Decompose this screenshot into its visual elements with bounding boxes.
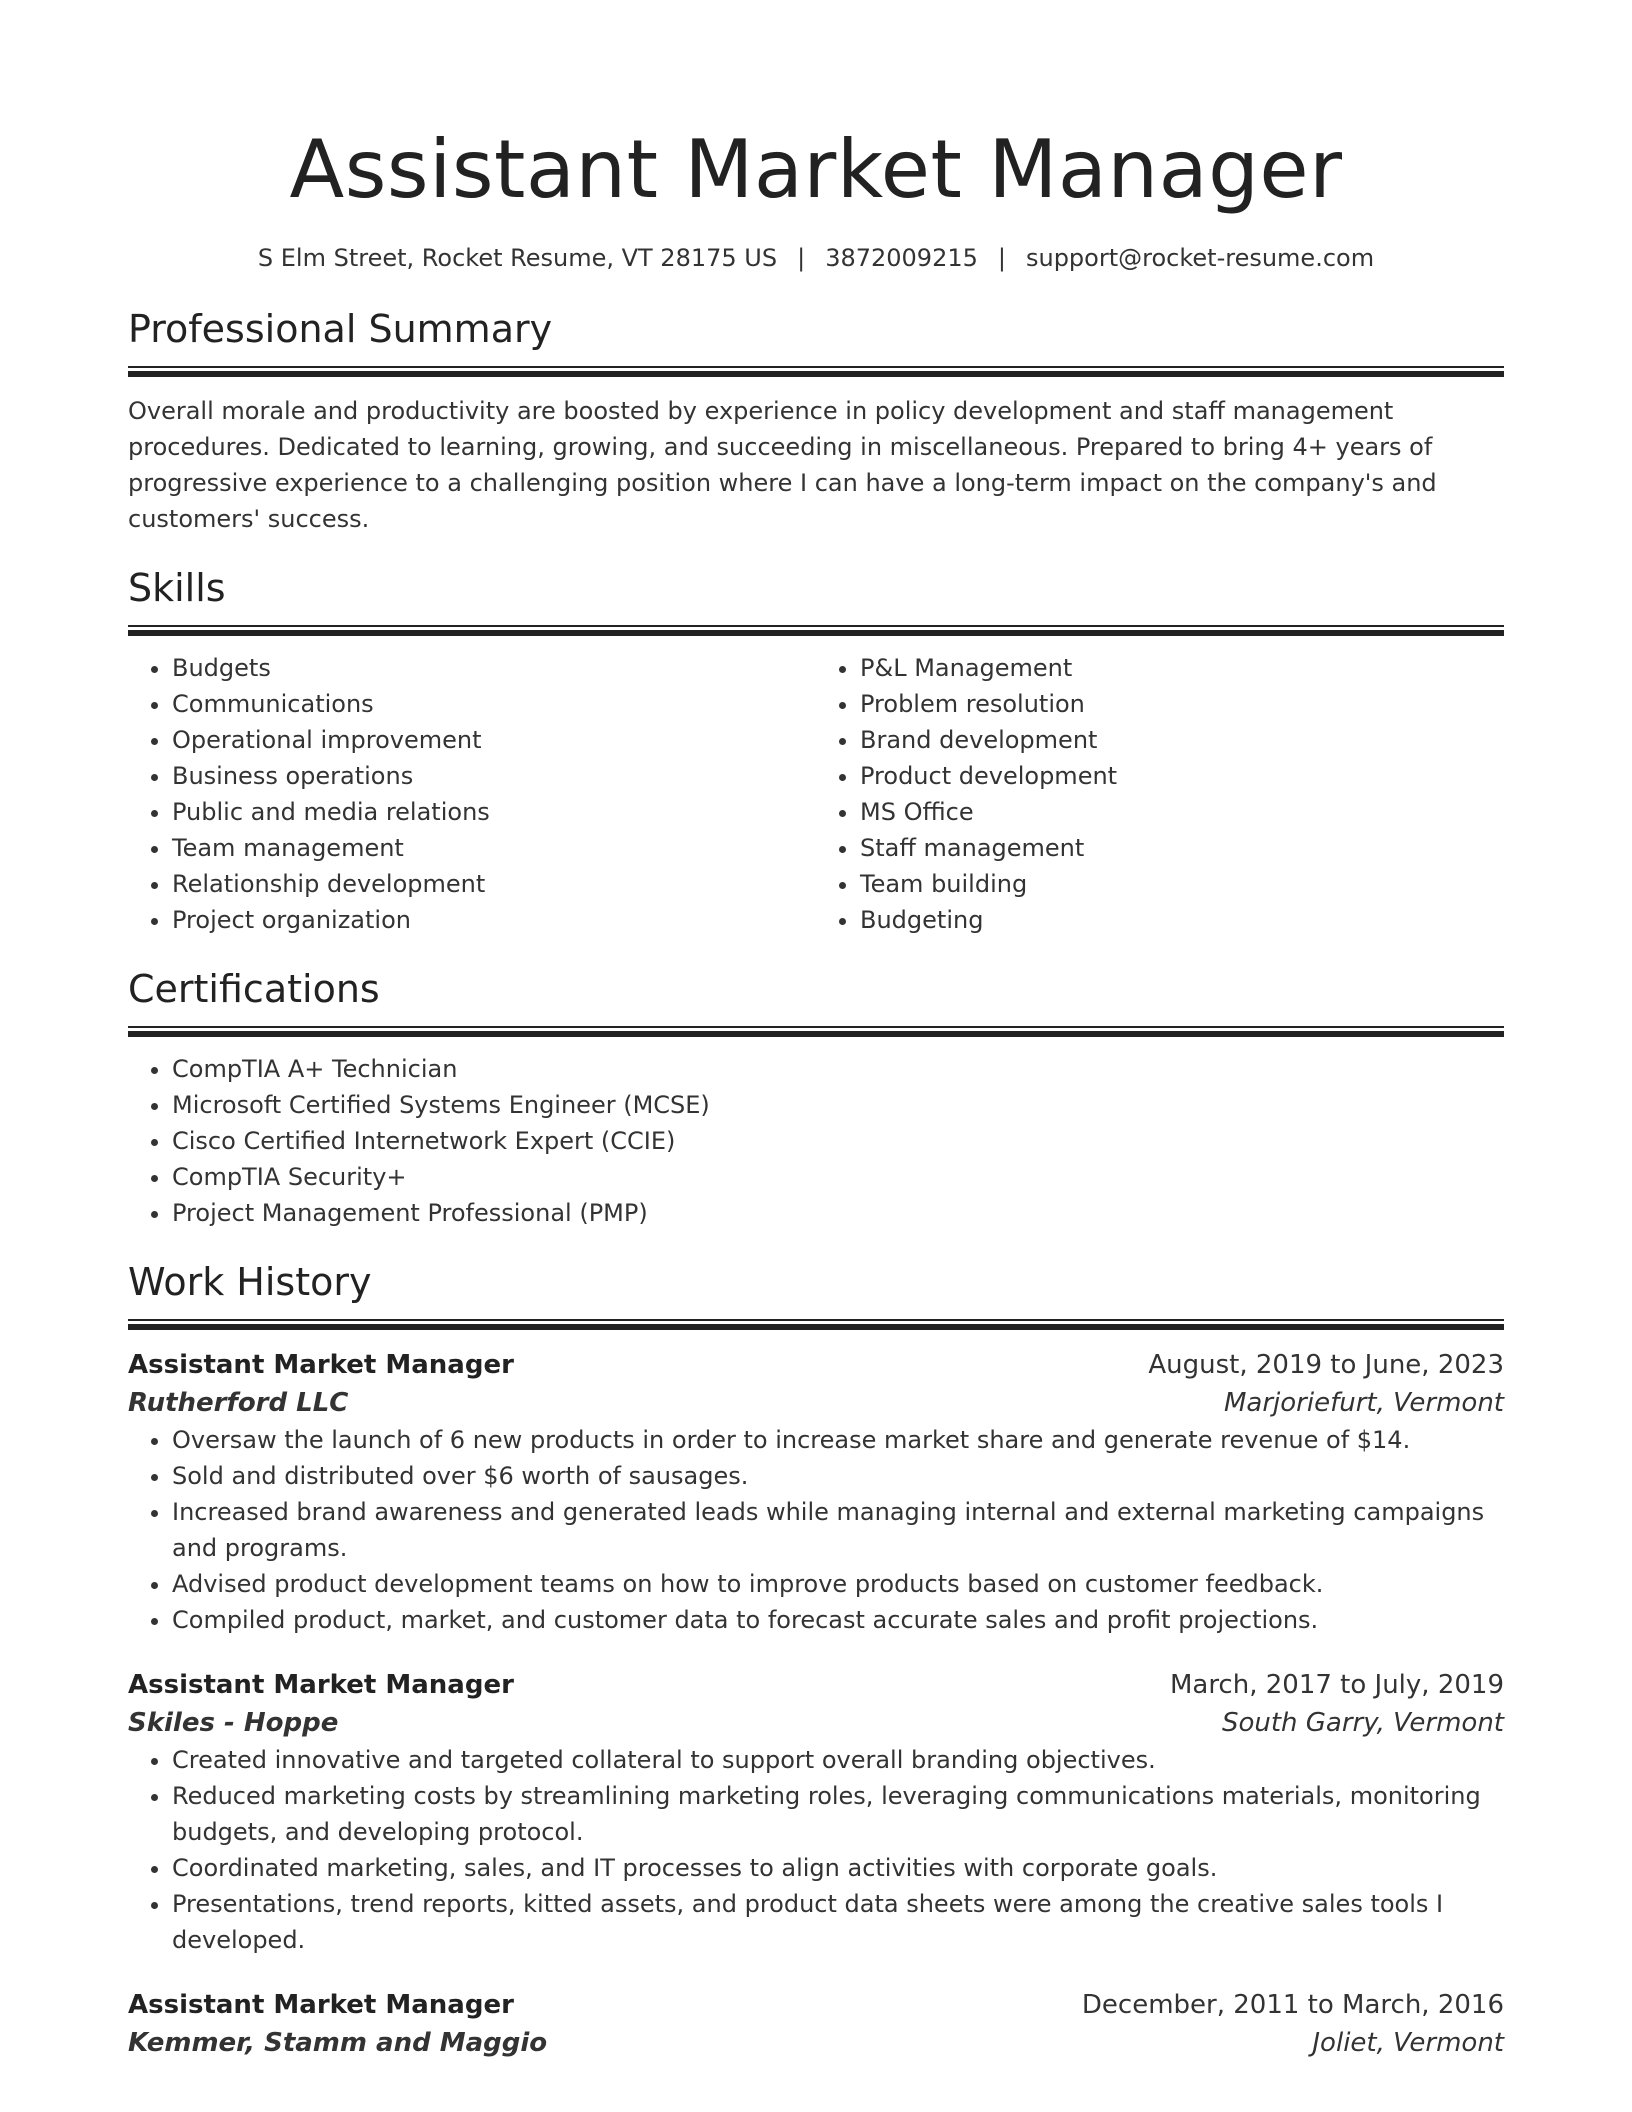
skill-item: • Operational improvement [172, 722, 816, 758]
job-duty: • Compiled product, market, and customer data to forecast accurate sales and profit projections. [172, 1602, 1504, 1638]
job-dates: March, 2017 to July, 2019 [1169, 1670, 1504, 1700]
skill-item: • Public and media relations [172, 794, 816, 830]
skill-item: • Problem resolution [860, 686, 1504, 722]
summary-heading: Professional Summary [128, 307, 553, 351]
contact-email: support@rocket-resume.com [1025, 244, 1375, 272]
certification-item: • CompTIA Security+ [172, 1159, 1504, 1195]
job-subheader [128, 1704, 1504, 1742]
job-title: Assistant Market Manager [128, 1670, 514, 1700]
job-dates: August, 2019 to June, 2023 [1148, 1350, 1504, 1380]
skill-item: • Team management [172, 830, 816, 866]
skill-item: • Brand development [860, 722, 1504, 758]
skills-section [128, 563, 1504, 938]
job-duty: • Coordinated marketing, sales, and IT processes to align activities with corporate goals. [172, 1850, 1504, 1886]
job-title: Assistant Market Manager [128, 1990, 514, 2020]
page-title: Assistant Market Manager [289, 123, 1343, 216]
skills-grid [128, 650, 1504, 938]
contact-address: S Elm Street, Rocket Resume, VT 28175 US [257, 244, 778, 272]
certifications-section [128, 964, 1504, 1231]
job-company: Skiles - Hoppe [128, 1708, 339, 1738]
job-header [128, 1346, 1504, 1384]
job-company: Kemmer, Stamm and Maggio [128, 2028, 548, 2058]
job-title: Assistant Market Manager [128, 1350, 514, 1380]
skill-item: • Budgets [172, 650, 816, 686]
skills-list-right [816, 650, 1504, 938]
skill-item: • Team building [860, 866, 1504, 902]
contact-separator: | [997, 244, 1006, 272]
skills-list-left [128, 650, 816, 938]
contact-phone: 3872009215 [825, 244, 978, 272]
certifications-heading: Certifications [128, 967, 380, 1011]
job-entry [128, 1986, 1504, 2062]
contact-line [128, 242, 1504, 274]
job-duties-list [128, 1422, 1504, 1638]
job-company: Rutherford LLC [128, 1388, 349, 1418]
certification-item: • Cisco Certified Internetwork Expert (CCIE) [172, 1123, 1504, 1159]
job-entry [128, 1346, 1504, 1638]
certification-item: • Project Management Professional (PMP) [172, 1195, 1504, 1231]
skill-item: • Project organization [172, 902, 816, 938]
job-location: Joliet, Vermont [1312, 2028, 1504, 2058]
certifications-list [128, 1051, 1504, 1231]
skills-heading: Skills [128, 566, 226, 610]
skill-item: • Business operations [172, 758, 816, 794]
summary-section [128, 304, 1504, 537]
work-history-section [128, 1257, 1504, 2062]
skill-item: • Budgeting [860, 902, 1504, 938]
contact-separator: | [797, 244, 806, 272]
job-entry [128, 1666, 1504, 1958]
job-duty: • Advised product development teams on how to improve products based on customer feedback. [172, 1566, 1504, 1602]
section-divider [128, 1026, 1504, 1037]
job-duties-list [128, 1742, 1504, 1958]
job-header [128, 1986, 1504, 2024]
job-header [128, 1666, 1504, 1704]
job-dates: December, 2011 to March, 2016 [1081, 1990, 1504, 2020]
job-duty: • Increased brand awareness and generated leads while managing internal and external marketing campaigns and programs. [172, 1494, 1504, 1566]
section-divider [128, 1319, 1504, 1330]
job-location: Marjoriefurt, Vermont [1224, 1388, 1504, 1418]
certification-item: • Microsoft Certified Systems Engineer (MCSE) [172, 1087, 1504, 1123]
skill-item: • Relationship development [172, 866, 816, 902]
job-subheader [128, 1384, 1504, 1422]
job-duty: • Created innovative and targeted collateral to support overall branding objectives. [172, 1742, 1504, 1778]
work-history-heading: Work History [128, 1260, 372, 1304]
skill-item: • P&L Management [860, 650, 1504, 686]
certification-item: • CompTIA A+ Technician [172, 1051, 1504, 1087]
section-divider [128, 625, 1504, 636]
skill-item: • MS Office [860, 794, 1504, 830]
section-divider [128, 366, 1504, 377]
job-duty: • Reduced marketing costs by streamlining marketing roles, leveraging communications materials, monitoring budgets, and developing protocol. [172, 1778, 1504, 1850]
skill-item: • Staff management [860, 830, 1504, 866]
job-subheader [128, 2024, 1504, 2062]
job-location: South Garry, Vermont [1221, 1708, 1504, 1738]
job-duty: • Oversaw the launch of 6 new products in order to increase market share and generate revenue of $14. [172, 1422, 1504, 1458]
summary-text: Overall morale and productivity are boosted by experience in policy development and staff management procedures. Dedicated to learning, growing, and succeeding in miscellaneous. Prepared to bring 4+ years of progressive experience to a challenging position where I can have a long-term impact on the company's and customers' success. [128, 397, 1437, 533]
skill-item: • Communications [172, 686, 816, 722]
job-duty: • Presentations, trend reports, kitted assets, and product data sheets were among the creative sales tools I developed. [172, 1886, 1504, 1958]
job-duty: • Sold and distributed over $6 worth of sausages. [172, 1458, 1504, 1494]
skill-item: • Product development [860, 758, 1504, 794]
